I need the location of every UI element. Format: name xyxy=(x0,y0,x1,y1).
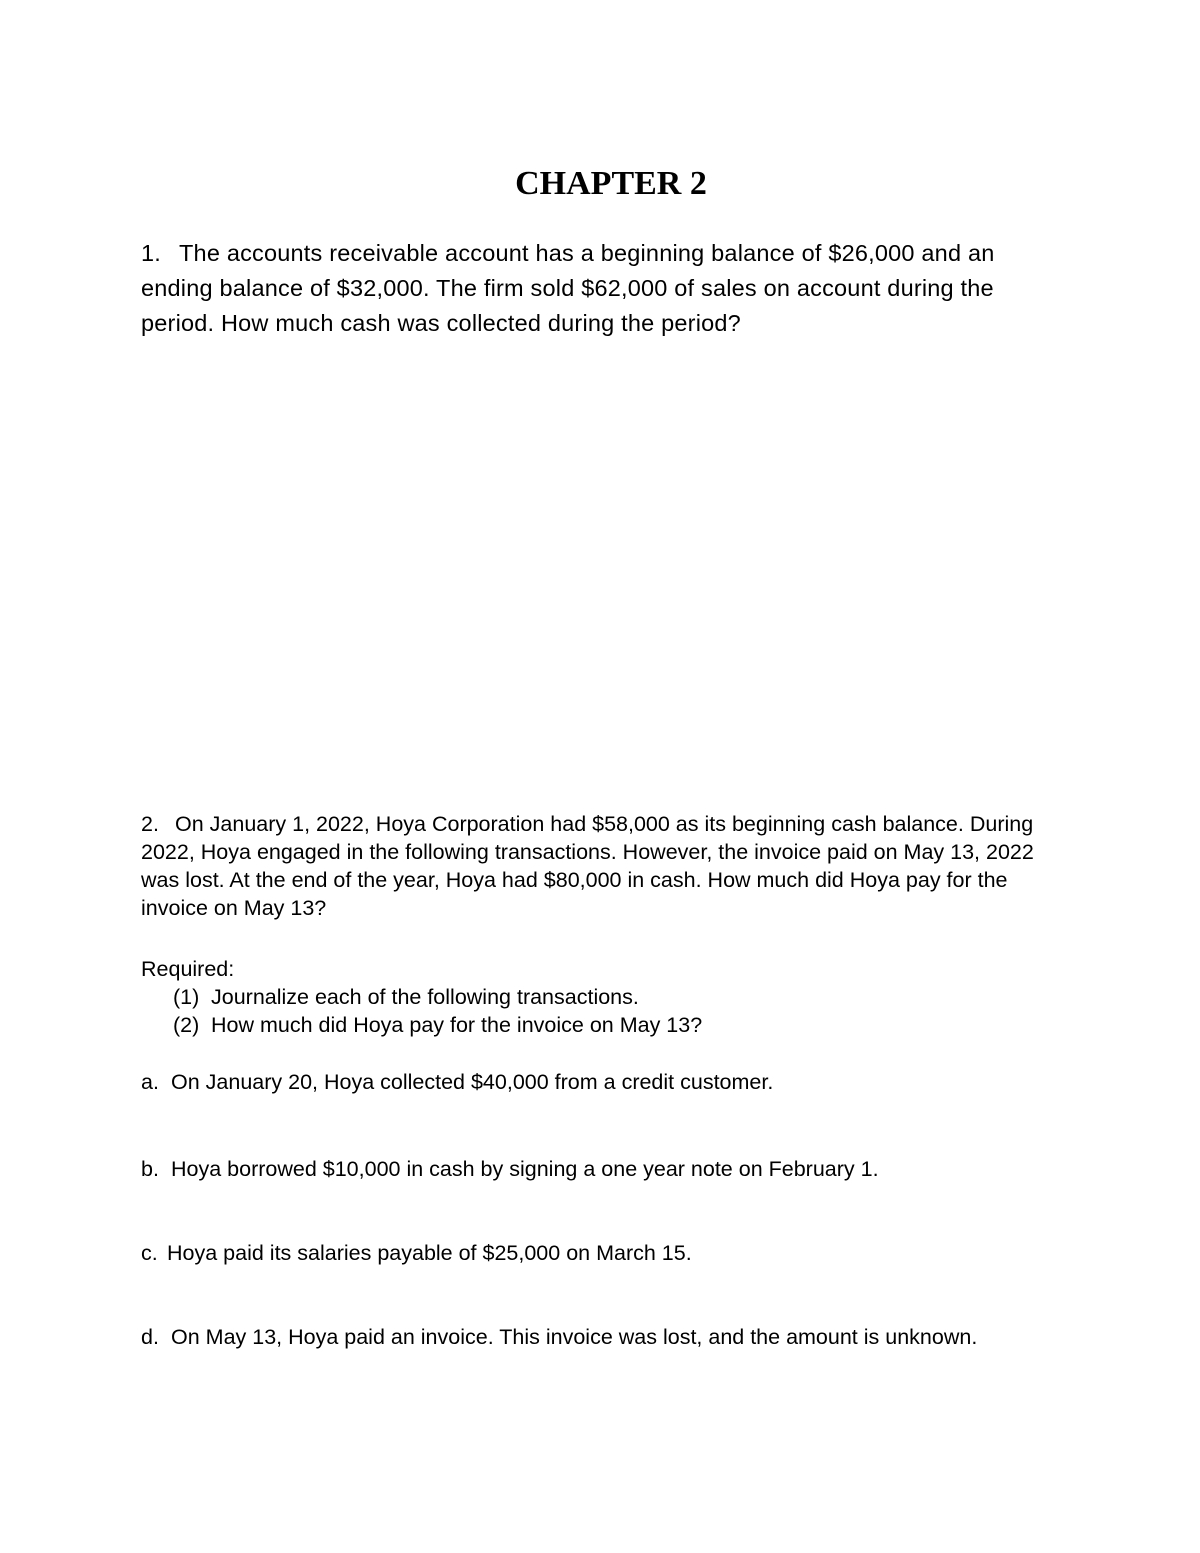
required-item-text: How much did Hoya pay for the invoice on May 13? xyxy=(211,1013,703,1037)
transaction-b xyxy=(141,1155,879,1183)
question-1-number: 1. xyxy=(141,240,161,266)
question-1-text: The accounts receivable account has a beginning balance of $26,000 and an ending balance of $32,000. The firm sold $62,000 of sales on account during the period. How much cash was collected during the period? xyxy=(141,240,995,336)
question-2 xyxy=(141,810,1061,922)
required-item xyxy=(173,1011,702,1039)
required-item-marker: (1) xyxy=(173,985,200,1009)
transaction-marker: b. xyxy=(141,1157,159,1181)
transaction-text: On January 20, Hoya collected $40,000 from a credit customer. xyxy=(171,1070,774,1094)
transaction-c xyxy=(141,1239,692,1267)
required-item-text: Journalize each of the following transactions. xyxy=(211,985,639,1009)
required-item-marker: (2) xyxy=(173,1013,200,1037)
transaction-text: On May 13, Hoya paid an invoice. This invoice was lost, and the amount is unknown. xyxy=(171,1325,978,1349)
transaction-text: Hoya borrowed $10,000 in cash by signing a one year note on February 1. xyxy=(171,1157,879,1181)
transaction-text: Hoya paid its salaries payable of $25,000 on March 15. xyxy=(167,1241,692,1265)
question-1 xyxy=(141,236,1061,341)
transaction-d xyxy=(141,1323,977,1351)
transaction-marker: a. xyxy=(141,1070,159,1094)
page-title: CHAPTER 2 xyxy=(515,165,707,202)
transaction-marker: c. xyxy=(141,1241,158,1265)
question-2-text: On January 1, 2022, Hoya Corporation had $58,000 as its beginning cash balance. During 2022, Hoya engaged in the following transactions. However, the invoice paid on May 13, 2022 was lost. At the end of the year, Hoya had $80,000 in cash. How much did Hoya pay for the invoice on May 13? xyxy=(141,812,1034,920)
transaction-a xyxy=(141,1068,773,1096)
question-2-number: 2. xyxy=(141,812,159,836)
required-item xyxy=(173,983,702,1011)
transaction-marker: d. xyxy=(141,1325,159,1349)
required-label: Required: xyxy=(141,957,235,981)
required-list xyxy=(173,983,702,1039)
